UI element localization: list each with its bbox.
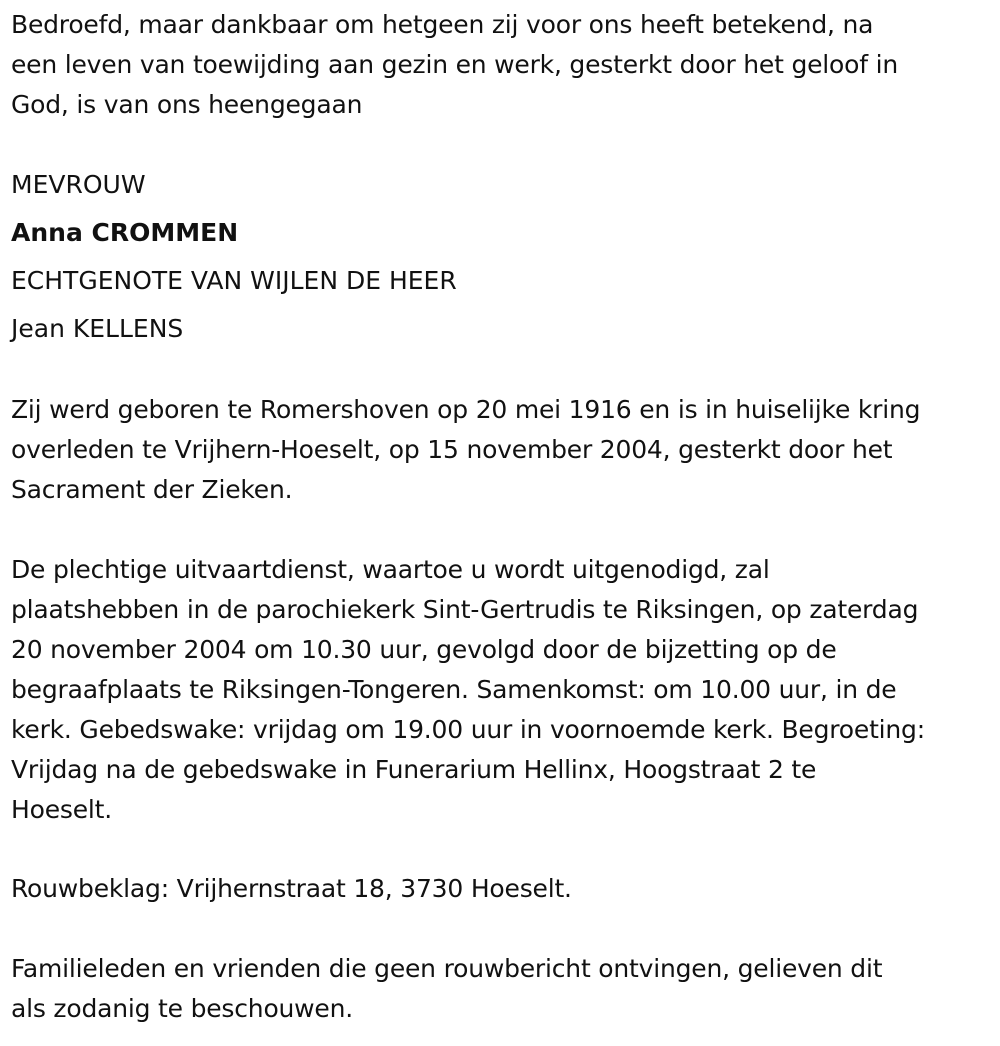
birth-death-paragraph: Zij werd geboren te Romershoven op 20 mei 1916 en is in huiselijke kring overleden te Vrijhern-Hoeselt, op 15 november 2004, gesterkt door het Sacrament der Zieken. — [11, 395, 921, 504]
spouse-name: Jean KELLENS — [11, 314, 184, 343]
relation-line: ECHTGENOTE VAN WIJLEN DE HEER — [11, 266, 457, 295]
closing-paragraph: Familieleden en vrienden die geen rouwbericht ontvingen, gelieven dit als zodanig te beschouwen. — [11, 954, 883, 1023]
salutation: MEVROUW — [11, 170, 146, 199]
deceased-name: Anna CROMMEN — [11, 218, 239, 247]
intro-paragraph: Bedroefd, maar dankbaar om hetgeen zij voor ons heeft betekend, na een leven van toewijding aan gezin en werk, gesterkt door het geloof in God, is van ons heengegaan — [11, 10, 898, 119]
funeral-paragraph: De plechtige uitvaartdienst, waartoe u wordt uitgenodigd, zal plaatshebben in de parochiekerk Sint-Gertrudis te Riksingen, op zaterdag 20 november 2004 om 10.30 uur, gevolgd door de bijzetting op de begraafplaats te Riksingen-Tongeren. Samenkomst: om 10.00 uur, in de kerk. Gebedswake: vrijdag om 19.00 uur in voornoemde kerk. Begroeting: Vrijdag na de gebedswake in Funerarium Hellinx, Hoogstraat 2 te Hoeselt. — [11, 555, 925, 824]
condolence-address: Rouwbeklag: Vrijhernstraat 18, 3730 Hoeselt. — [11, 874, 572, 903]
